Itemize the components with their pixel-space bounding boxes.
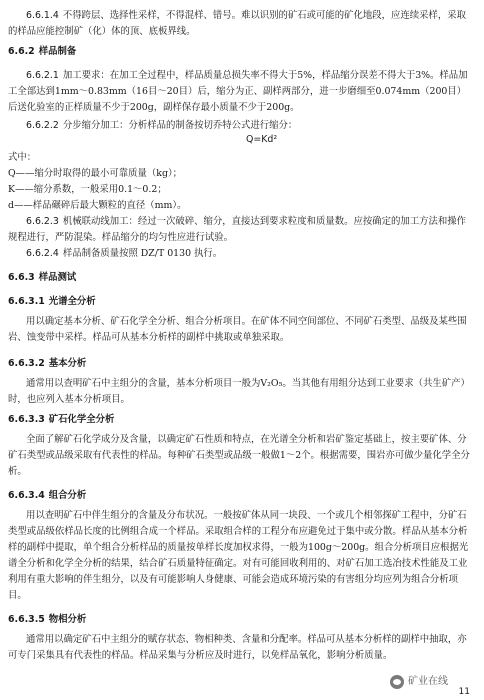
paragraph-6-6-3-2: 通常用以查明矿石中主组分的含量，基本分析项目一般为V₂O₅。当其他有用组分达到工业要求（共生矿产）时，也应列入基本分析项目。: [8, 378, 470, 405]
clause-number: 6.6.2.1: [26, 70, 59, 81]
subsection-number: 6.6.3.1: [8, 296, 45, 307]
section-heading-6-6-2: [8, 44, 470, 60]
subsection-number: 6.6.3.4: [8, 490, 45, 501]
clause-6-6-1-4: [8, 8, 470, 40]
subsection-title: 矿石化学全分析: [48, 414, 115, 425]
definition-d: d——样品碾碎后最大颗粒的直径（mm）。: [8, 200, 187, 211]
section-number: 6.6.3: [8, 272, 35, 283]
subsection-number: 6.6.3.2: [8, 358, 45, 369]
paragraph-6-6-3-3: 全面了解矿石化学成分及含量，以确定矿石性质和特点，在光谱全分析和岩矿鉴定基础上，按主要矿体、分矿石类型或品级采取有代表性的样品。每种矿石类型或品级一般做1～2个。根据需要，围岩亦可做少量化学全分析。: [8, 434, 470, 477]
subsection-title: 物相分析: [48, 614, 87, 625]
formula-where: 式中：: [8, 152, 37, 163]
subsection-title: 光谱全分析: [48, 296, 96, 307]
definition-q: Q——缩分时取得的最小可靠质量（kg）；: [8, 168, 183, 179]
clause-number: 6.6.2.3: [26, 216, 59, 227]
section-title: 样品制备: [38, 46, 77, 57]
clause-text: 机械联动线加工：经过一次破碎、缩分，直接达到要求粒度和质量数。应按确定的加工方法和操作规程进行，严防混染。样品缩分的均匀性应进行试验。: [8, 216, 466, 243]
subheading-6-6-3-3: [8, 412, 470, 428]
subheading-6-6-3-5: [8, 612, 470, 628]
definition-k: K——缩分系数，一般采用0.1～0.2；: [8, 184, 167, 195]
clause-6-6-2-1: [8, 68, 470, 116]
paragraph-6-6-3-5: 通常用以确定矿石中主组分的赋存状态、物相种类、含量和分配率。样品可从基本分析样的副样中抽取，亦可专门采集具有代表性的样品。样品采集与分析应及时进行，以免样品氧化，影响分析质量。: [8, 634, 467, 661]
subheading-6-6-3-4: [8, 488, 470, 504]
clause-6-6-2-2: [8, 118, 470, 134]
formula: Q=Kd²: [246, 134, 278, 145]
subsection-title: 基本分析: [48, 358, 87, 369]
clause-number: 6.6.2.4: [26, 248, 59, 259]
subsection-number: 6.6.3.5: [8, 614, 45, 625]
section-number: 6.6.2: [8, 46, 35, 57]
clause-text: 不得跨层、选择性采样，不得混样、错号。难以识别的矿石或可能的矿化地段，应连续采样，采取的样品应能控制矿（化）体的顶、底板界线。: [8, 10, 466, 37]
clause-text: 加工要求：在加工全过程中，样品质量总损失率不得大于5%，样品缩分误差不得大于3%。样品加工全部达到1mm～0.83mm（16目～20目）后，缩分为正、副样两部分，进一步磨细至0.074mm（200目）后送化验室的正样质量不少于200g，副样保存最小质量不少于200g。: [8, 70, 468, 113]
page-number: 11: [458, 687, 470, 697]
paragraph-6-6-3-1: 用以确定基本分析、矿石化学全分析、组合分析项目。在矿体不同空间部位、不同矿石类型、品级及某些围岩、蚀变带中采样。样品可从基本分析样的副样中挑取或单独采取。: [8, 316, 467, 343]
section-heading-6-6-3: [8, 270, 470, 286]
subheading-6-6-3-2: [8, 356, 470, 372]
clause-text: 分步缩分加工：分析样品的制备按切乔特公式进行缩分：: [62, 120, 298, 131]
clause-text: 样品制备质量按照 DZ/T 0130 执行。: [62, 248, 223, 259]
clause-number: 6.6.2.2: [26, 120, 59, 131]
watermark-text: 矿业在线: [408, 676, 448, 687]
clause-6-6-2-3: [8, 214, 470, 246]
subsection-number: 6.6.3.3: [8, 414, 45, 425]
subheading-6-6-3-1: [8, 294, 470, 310]
watermark: [390, 674, 448, 690]
clause-number: 6.6.1.4: [26, 10, 59, 21]
subsection-title: 组合分析: [48, 490, 87, 501]
wechat-logo-icon: [390, 675, 404, 689]
clause-6-6-2-4: [8, 246, 470, 262]
paragraph-6-6-3-4: 用以查明矿石中伴生组分的含量及分布状况。一般按矿体从同一块段、一个或几个相邻探矿工程中，分矿石类型或品级依样品长度的比例组合成一个样品。采取组合样的工程分布应避免过于集中或分散。样品从基本分析样的副样中提取，单个组合分析样品的质量按单样长度加权求得，一般为100g～200g。组合分析项目应根据光谱全分析和化学全分析的结果，结合矿石质量特征确定。对有可能回收利用的、对矿石加工选冶技术性能及工业利用有重大影响的伴生组分，以及有可能影响人身健康、可能会造成环境污染的有害组分均应列为组合分析项目。: [8, 510, 469, 601]
section-title: 样品测试: [38, 272, 77, 283]
